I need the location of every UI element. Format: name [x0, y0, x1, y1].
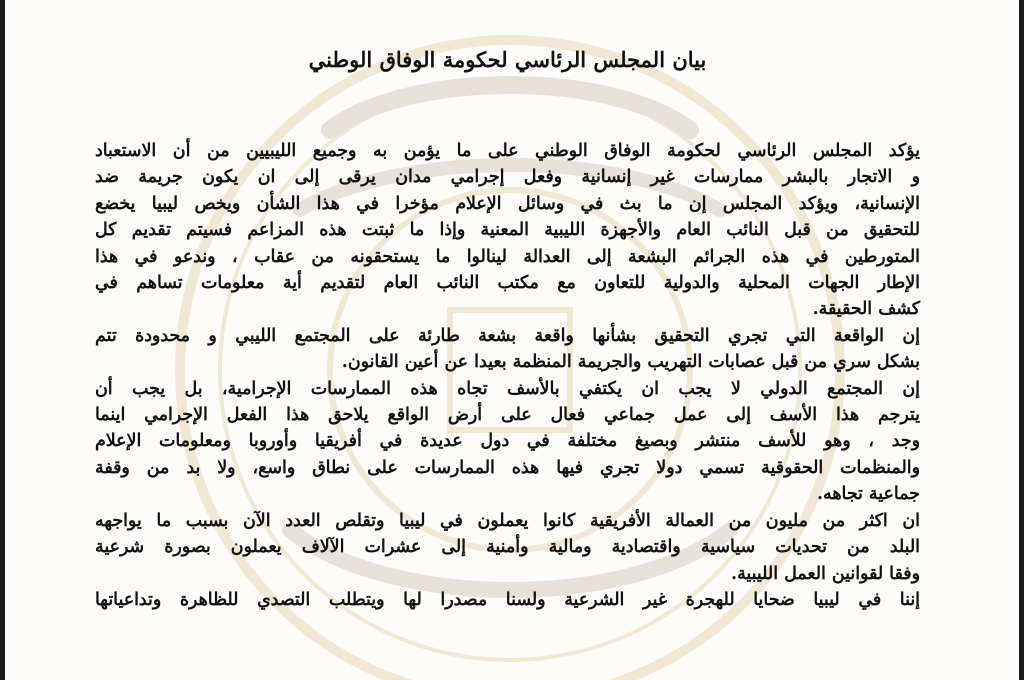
paragraph-1: [95, 138, 920, 323]
paragraph-3: [95, 376, 920, 508]
text-line: و الاتجار بالبشر ممارسات غير إنسانية وفعل إجرامي مدان يرقى إلى ان يكون جريمة ضد: [95, 167, 920, 188]
document-title: بيان المجلس الرئاسي لحكومة الوفاق الوطني: [308, 47, 707, 72]
text-line: يترجم هذا الأسف إلى عمل جماعي فعال على أرض الواقع يلاحق هذا الفعل الإجرامي اينما: [95, 405, 920, 426]
paragraph-4: [95, 508, 920, 587]
text-line: إننا في ليبيا ضحايا للهجرة غير الشرعية ولسنا مصدرا لها ويتطلب التصدي للظاهرة وتداعياتها: [95, 589, 920, 610]
paragraph-5: [95, 587, 920, 613]
text-line: للتحقيق من قبل النائب العام والأجهزة الليبية المعنية وإذا ما ثبتت هذه المزاعم فسيتم تقديم كل: [95, 220, 920, 241]
text-line: ان اكثر من مليون من العمالة الأفريقية كانوا يعملون في ليبيا وتقلص العدد الآن بسبب ما يواجهه: [95, 510, 920, 531]
text-line: الإطار الجهات المحلية والدولية للتعاون مع مكتب النائب العام لتقديم أية معلومات تساهم في: [95, 273, 920, 294]
left-border: [0, 0, 5, 680]
text-line: بشكل سري من قبل عصابات التهريب والجريمة المنظمة بعيدا عن أعين القانون.: [341, 352, 920, 373]
text-line: وجد ، وهو للأسف منتشر وبصيغ مختلفة في دول عديدة في أفريقيا وأوروبا ومعلومات الإعلام: [95, 431, 920, 452]
document-content: [95, 40, 920, 613]
text-line: يؤكد المجلس الرئاسي لحكومة الوفاق الوطني على ما يؤمن به وجميع الليبيين من أن الاستعباد: [95, 141, 920, 161]
paragraph-2: [95, 323, 920, 376]
text-line: كشف الحقيقة.: [812, 299, 920, 320]
text-line: وفقا لقوانين العمل الليبية.: [731, 563, 920, 584]
text-line: جماعية تجاهه.: [816, 484, 920, 505]
text-line: المتورطين في هذه الجرائم البشعة إلى العدالة لينالوا ما يستحقونه من عقاب ، وندعو في هذا: [95, 246, 920, 267]
text-line: الإنسانية، ويؤكد المجلس إن ما بث في وسائل الإعلام مؤخرا في هذا الشأن ويخص ليبيا يخضع: [95, 193, 920, 214]
document-body: [95, 138, 920, 613]
text-line: إن المجتمع الدولي لا يجب ان يكتفي بالأسف تجاه هذه الممارسات الإجرامية، بل يجب أن: [95, 378, 920, 399]
text-line: والمنظمات الحقوقية تسمي دولا تجري فيها هذه الممارسات على نطاق واسع، ولا بد من وقفة: [95, 457, 920, 478]
text-line: إن الواقعة التي تجري التحقيق بشأنها واقعة بشعة طارئة على المجتمع الليبي و محدودة تتم: [95, 325, 920, 346]
right-border: [1019, 0, 1024, 680]
text-line: البلد من تحديات سياسية واقتصادية ومالية وأمنية إلى عشرات الآلاف يعملون بصورة شرعية: [95, 537, 920, 558]
